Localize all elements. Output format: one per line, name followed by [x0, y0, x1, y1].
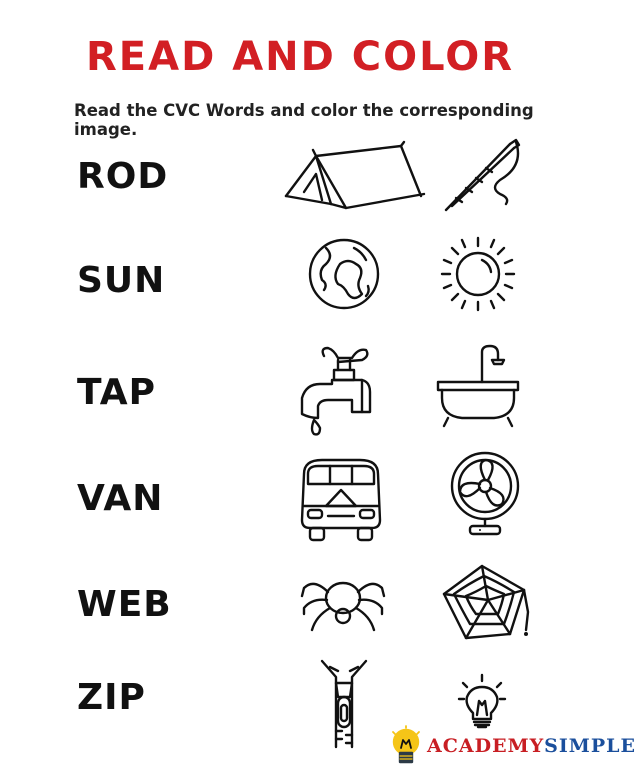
camper-van-icon[interactable]: [296, 454, 386, 544]
zipper-icon[interactable]: [316, 657, 372, 753]
cvc-word: VAN: [77, 478, 164, 519]
word-row-rod: [0, 130, 600, 240]
spider-icon[interactable]: [298, 568, 388, 638]
cvc-word: TAP: [77, 372, 157, 413]
word-row-van: [0, 448, 600, 558]
fishing-rod-icon[interactable]: [440, 136, 525, 216]
cvc-word: SUN: [77, 260, 166, 301]
word-row-web: [0, 556, 600, 666]
bathtub-icon[interactable]: [434, 342, 522, 430]
fan-icon[interactable]: [446, 450, 524, 538]
sun-icon[interactable]: [434, 230, 522, 318]
word-row-sun: [0, 230, 600, 340]
cvc-word: WEB: [77, 584, 172, 625]
spider-web-icon[interactable]: [440, 560, 532, 642]
water-tap-icon[interactable]: [296, 344, 380, 436]
cvc-word: ROD: [77, 156, 169, 197]
light-bulb-icon[interactable]: [455, 669, 509, 731]
globe-icon[interactable]: [304, 234, 384, 314]
brand-name-part2: SIMPLE: [544, 735, 636, 757]
worksheet-instruction: Read the CVC Words and color the corresponding image.: [74, 101, 534, 139]
worksheet-title: READ AND COLOR: [86, 34, 514, 80]
tent-icon[interactable]: [276, 138, 426, 218]
brand-name-part1: ACADEMY: [427, 735, 545, 757]
word-row-tap: [0, 340, 600, 450]
academy-simple-logo: [389, 724, 636, 772]
brand-name: [427, 735, 636, 757]
cvc-word: ZIP: [77, 677, 146, 718]
light-bulb-logo-icon: [389, 726, 423, 770]
